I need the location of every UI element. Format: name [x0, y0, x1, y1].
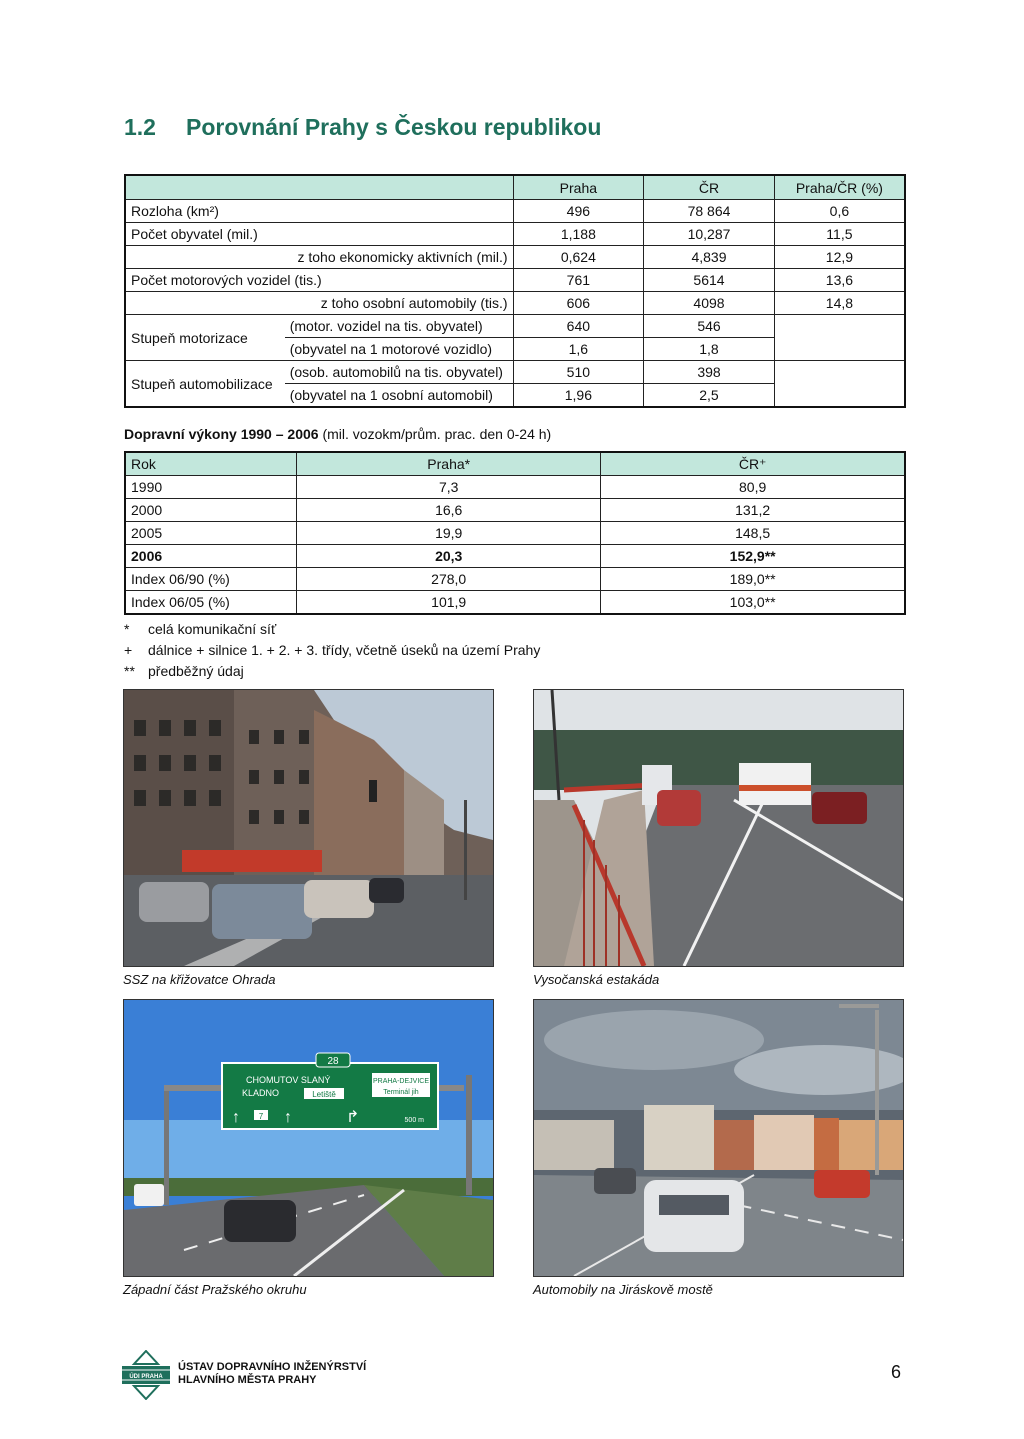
footnote — [124, 661, 540, 682]
table-row — [125, 292, 905, 315]
cell-cr: 78 864 — [644, 200, 775, 223]
cell-pct-empty — [774, 361, 905, 408]
table2-caption — [124, 426, 551, 442]
cell-praha: 1,6 — [513, 338, 644, 361]
cell-cr: 2,5 — [644, 384, 775, 408]
table-row — [125, 200, 905, 223]
caption-normal: (mil. vozokm/prům. prac. den 0-24 h) — [318, 426, 552, 442]
cell-praha: 606 — [513, 292, 644, 315]
cell-cr: 1,8 — [644, 338, 775, 361]
cell-cr: 152,9** — [601, 545, 905, 568]
traffic-volume-table — [124, 451, 906, 615]
cell-rok: 2000 — [125, 499, 297, 522]
cell-rok: 2005 — [125, 522, 297, 545]
photo-estakada-illustration — [534, 690, 903, 966]
sign-road: 7 — [258, 1112, 264, 1121]
section-number: 1.2 — [124, 114, 156, 140]
cell-rok: Index 06/05 (%) — [125, 591, 297, 615]
cell-praha: 7,3 — [297, 476, 601, 499]
cell-rok: 1990 — [125, 476, 297, 499]
section-heading — [124, 114, 601, 141]
table-row — [125, 269, 905, 292]
page-number: 6 — [891, 1362, 902, 1382]
cell-rok: Index 06/90 (%) — [125, 568, 297, 591]
sign-left-bottom: KLADNO — [242, 1088, 280, 1098]
row-sublabel: (obyvatel na 1 osobní automobil) — [285, 384, 513, 408]
table-row — [125, 315, 905, 338]
cell-praha: 1,96 — [513, 384, 644, 408]
table-row — [125, 591, 905, 615]
footnote-text: předběžný údaj — [148, 663, 244, 679]
cell-pct: 14,8 — [774, 292, 905, 315]
institution-line-1: ÚSTAV DOPRAVNÍHO INŽENÝRSTVÍ — [178, 1361, 367, 1373]
photo-ohrada — [123, 689, 494, 967]
row-sublabel: (motor. vozidel na tis. obyvatel) — [285, 315, 513, 338]
cell-praha: 16,6 — [297, 499, 601, 522]
cell-cr: 80,9 — [601, 476, 905, 499]
row-label: Počet obyvatel (mil.) — [125, 223, 513, 246]
cell-praha: 640 — [513, 315, 644, 338]
arrow-exit-icon: ↱ — [346, 1109, 360, 1126]
row-label: z toho ekonomicky aktivních (mil.) — [125, 246, 513, 269]
photo-caption: Západní část Pražského okruhu — [123, 1282, 307, 1297]
cell-praha: 278,0 — [297, 568, 601, 591]
sign-letiste: Letiště — [312, 1090, 336, 1099]
caption-bold: Dopravní výkony 1990 – 2006 — [124, 426, 319, 442]
footnote — [124, 640, 540, 661]
footnote-symbol: ** — [124, 663, 135, 679]
header-ratio: Praha/ČR (%) — [774, 175, 905, 200]
sign-exit: 28 — [327, 1056, 339, 1067]
cell-pct: 13,6 — [774, 269, 905, 292]
table-row — [125, 568, 905, 591]
photo-jiraskuv-most — [533, 999, 904, 1277]
photo-caption: SSZ na křižovatce Ohrada — [123, 972, 276, 987]
cell-praha: 20,3 — [297, 545, 601, 568]
logo-text: ÚDI PRAHA — [129, 1374, 163, 1380]
header-praha: Praha* — [297, 452, 601, 476]
footnote-text: dálnice + silnice 1. + 2. + 3. třídy, včetně úseků na území Prahy — [148, 642, 541, 658]
photo-caption: Automobily na Jiráskově mostě — [533, 1282, 713, 1297]
comparison-table — [124, 174, 906, 408]
footnotes — [124, 619, 540, 682]
photo-estakada — [533, 689, 904, 967]
row-label: z toho osobní automobily (tis.) — [125, 292, 513, 315]
footnote-symbol: * — [124, 621, 130, 637]
row-label: Počet motorových vozidel (tis.) — [125, 269, 513, 292]
sign-left-top: CHOMUTOV SLANÝ — [246, 1075, 331, 1085]
table-row — [125, 476, 905, 499]
row-sublabel: (osob. automobilů na tis. obyvatel) — [285, 361, 513, 384]
header-praha: Praha — [513, 175, 644, 200]
cell-pct-empty — [774, 315, 905, 361]
cell-praha: 0,624 — [513, 246, 644, 269]
institution-name — [178, 1361, 366, 1387]
photo-ohrada-illustration — [124, 690, 493, 966]
row-label: Rozloha (km²) — [125, 200, 513, 223]
sign-right-top: PRAHA-DEJVICE — [372, 1078, 430, 1085]
automobilizace-label: Stupeň automobilizace — [125, 361, 285, 408]
table-row — [125, 361, 905, 384]
sign-distance: 500 m — [404, 1117, 424, 1124]
photo-okruh-illustration — [124, 1000, 493, 1276]
cell-praha: 1,188 — [513, 223, 644, 246]
header-cr: ČR⁺ — [601, 452, 905, 476]
cell-rok: 2006 — [125, 545, 297, 568]
udi-logo — [120, 1350, 172, 1405]
cell-praha: 101,9 — [297, 591, 601, 615]
cell-praha: 496 — [513, 200, 644, 223]
footnote-text: celá komunikační síť — [148, 621, 277, 637]
institution-line-2: HLAVNÍHO MĚSTA PRAHY — [178, 1374, 317, 1386]
cell-pct: 12,9 — [774, 246, 905, 269]
cell-cr: 4,839 — [644, 246, 775, 269]
cell-cr: 131,2 — [601, 499, 905, 522]
cell-pct: 11,5 — [774, 223, 905, 246]
arrow-up-icon: ↑ — [232, 1109, 240, 1126]
cell-cr: 546 — [644, 315, 775, 338]
cell-cr: 4098 — [644, 292, 775, 315]
section-title: Porovnání Prahy s Českou republikou — [185, 114, 602, 140]
row-sublabel: (obyvatel na 1 motorové vozidlo) — [285, 338, 513, 361]
photo-okruh — [123, 999, 494, 1277]
udi-logo-icon — [120, 1350, 172, 1400]
header-rok: Rok — [125, 452, 297, 476]
table-row — [125, 522, 905, 545]
cell-cr: 398 — [644, 361, 775, 384]
table-header-row — [125, 175, 905, 200]
table-row — [125, 223, 905, 246]
table-header-row — [125, 452, 905, 476]
footnote — [124, 619, 540, 640]
footnote-symbol: + — [124, 642, 133, 658]
cell-cr: 148,5 — [601, 522, 905, 545]
photo-jiraskuv-most-illustration — [534, 1000, 903, 1276]
photo-caption: Vysočanská estakáda — [533, 972, 660, 987]
cell-cr: 5614 — [644, 269, 775, 292]
cell-cr: 103,0** — [601, 591, 905, 615]
table-row — [125, 499, 905, 522]
cell-cr: 189,0** — [601, 568, 905, 591]
cell-pct: 0,6 — [774, 200, 905, 223]
cell-praha: 510 — [513, 361, 644, 384]
cell-praha: 19,9 — [297, 522, 601, 545]
header-empty — [125, 175, 513, 200]
cell-praha: 761 — [513, 269, 644, 292]
motorizace-label: Stupeň motorizace — [125, 315, 285, 361]
table-row — [125, 545, 905, 568]
cell-cr: 10,287 — [644, 223, 775, 246]
table-row — [125, 246, 905, 269]
arrow-up-icon: ↑ — [284, 1109, 292, 1126]
sign-right-bottom: Terminál jih — [383, 1089, 419, 1096]
header-cr: ČR — [644, 175, 775, 200]
